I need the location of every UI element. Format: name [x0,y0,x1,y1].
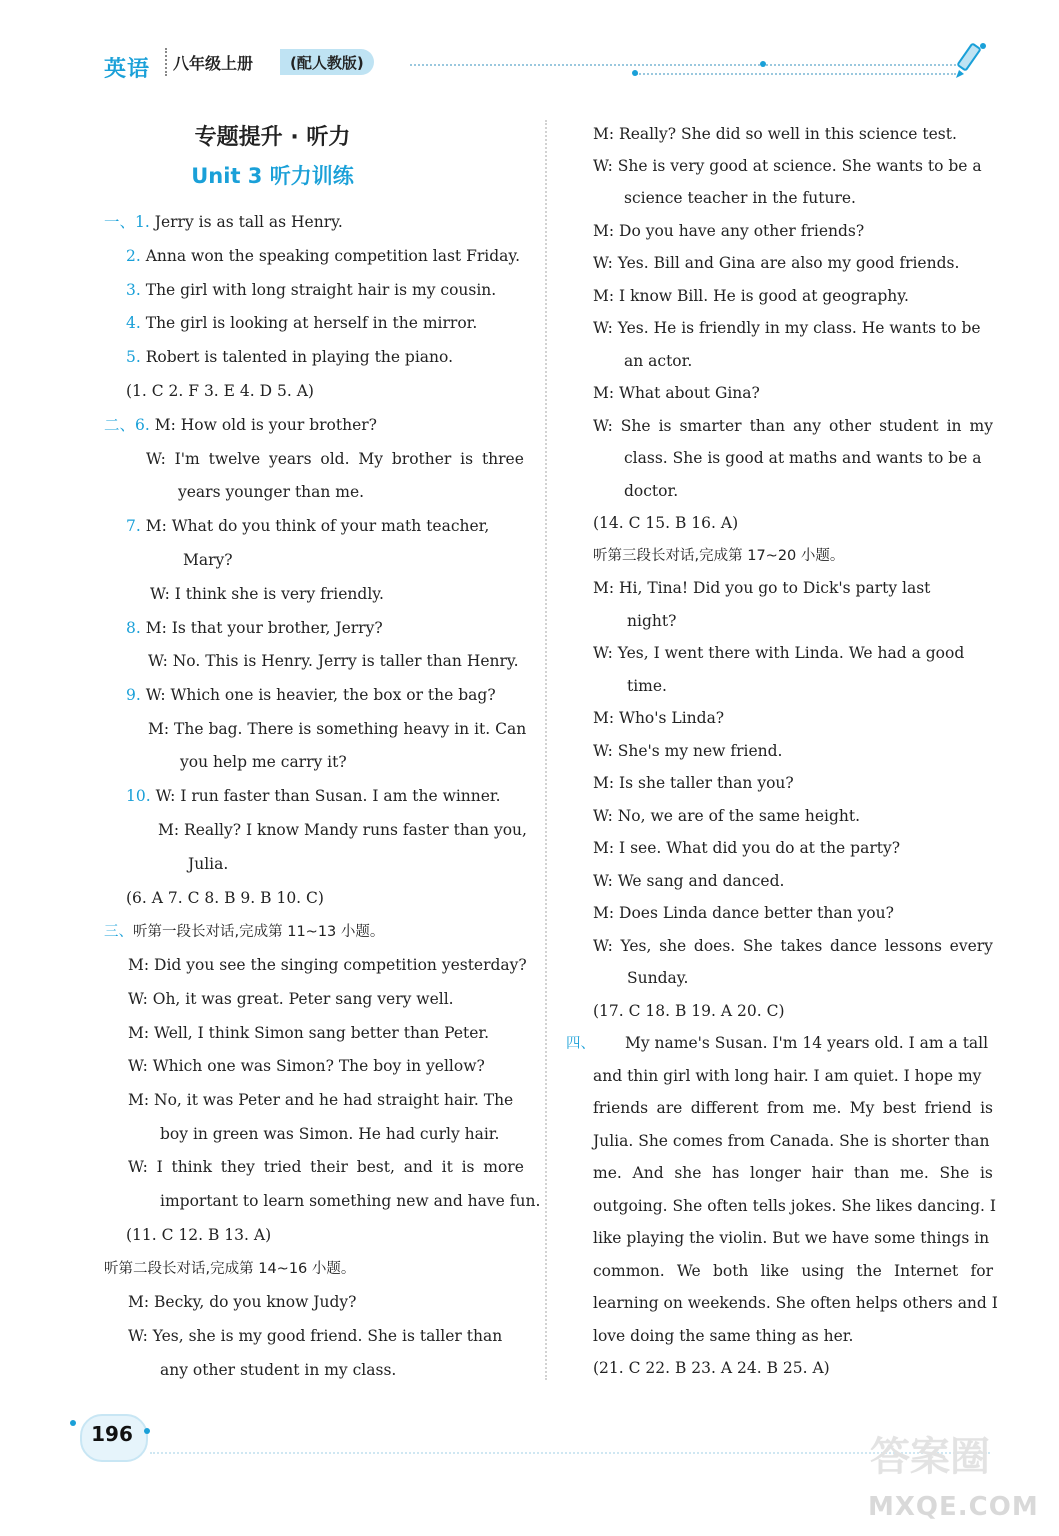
passage-line [593,1261,993,1281]
word: me. [812,1099,842,1117]
word: W: [593,417,613,435]
dialogue-line: W: Yes, I went there with Linda. We had a good [593,644,965,662]
word: smarter [679,417,742,435]
dialogue-line: W: Which one was Simon? The boy in yellow? [128,1057,485,1075]
footer-dot [144,1428,150,1434]
word: three [481,450,524,468]
section-heading: 听第三段长对话,完成第 17~20 小题。 [593,548,845,564]
word: dance [830,937,878,955]
footer-dot [70,1420,76,1426]
edition-label: (配人教版) [280,49,374,75]
dialogue-line: doctor. [624,482,679,500]
word: from [767,1099,805,1117]
word: like [760,1262,790,1280]
passage-line: learning on weekends. She often helps others and I [593,1294,998,1312]
dialogue-line: M: I see. What did you do at the party? [593,839,901,857]
header-divider-lower [636,73,956,75]
word: hair [811,1164,844,1182]
word: and [403,1158,433,1176]
dialogue-line: boy in green was Simon. He had curly hair. [160,1125,500,1143]
dialogue-line: Sunday. [627,969,689,987]
page-header [0,0,1059,100]
passage-line: love doing the same thing as her. [593,1327,854,1345]
dialogue-line: M: Really? She did so well in this science test. [593,125,957,143]
word: We [676,1262,701,1280]
word: W: [146,450,166,468]
word: does. [693,937,736,955]
dialogue-line: W: Yes, she is my good friend. She is taller than [128,1327,503,1345]
word: any [793,417,821,435]
word: different [690,1099,759,1117]
dialogue-line: years younger than me. [178,483,365,501]
word: is [979,1164,993,1182]
dialogue-line [593,936,993,956]
dialogue-line: M: The bag. There is something heavy in it. Can [148,720,527,738]
word: the [856,1262,882,1280]
passage-line [593,1163,993,1183]
word: years [269,450,312,468]
page-number: 196 [91,1422,133,1446]
word: old. [320,450,350,468]
answer-line: (1. C 2. F 3. E 4. D 5. A) [126,382,314,400]
word: My [849,1099,875,1117]
word: best, [356,1158,395,1176]
list-item: 3. The girl with long straight hair is my cousin. [126,281,497,299]
word: lessons [884,937,942,955]
dialogue-line: W: I think she is very friendly. [150,585,384,603]
word: in [946,417,962,435]
dialogue-line [146,449,524,469]
answer-line: (14. C 15. B 16. A) [593,514,739,532]
dialogue-line: night? [627,612,677,630]
list-item: 5. Robert is talented in playing the piano. [126,348,454,366]
answer-line: (6. A 7. C 8. B 9. B 10. C) [126,889,324,907]
word: their [310,1158,348,1176]
svg-text:答案圈: 答案圈 [870,1434,990,1480]
word: She [620,417,651,435]
word: common. [593,1262,665,1280]
dialogue-line: an actor. [624,352,693,370]
dialogue-line: M: What about Gina? [593,384,760,402]
list-item: 7. M: What do you think of your math teacher, [126,517,490,535]
dialogue-line: time. [627,677,667,695]
header-dot [632,70,638,76]
passage-line: Julia. She comes from Canada. She is shorter than [593,1132,990,1150]
dialogue-line: any other student in my class. [160,1361,397,1379]
word: My [358,450,384,468]
word: than [853,1164,890,1182]
dialogue-line: W: We sang and danced. [593,872,785,890]
page-subtitle: Unit 3 听力训练 [191,164,354,188]
dialogue-line: you help me carry it? [180,753,347,771]
dialogue-line: M: Well, I think Simon sang better than Peter. [128,1024,490,1042]
word: using [801,1262,845,1280]
word: takes [780,937,823,955]
dialogue-line: science teacher in the future. [624,189,856,207]
answer-line: (21. C 22. B 23. A 24. B 25. A) [593,1359,830,1377]
subject-label: 英语 [104,57,151,82]
section-heading: 三、听第一段长对话,完成第 11~13 小题。 [104,924,385,940]
watermark-text: MXQE.COM [868,1492,1039,1522]
header-dot [760,61,766,67]
grade-label: 八年级上册 [165,48,259,76]
word: think [171,1158,213,1176]
word: are [656,1099,683,1117]
dialogue-line: M: Hi, Tina! Did you go to Dick's party last [593,579,931,597]
dialogue-line [593,416,993,436]
dialogue-line: M: I know Bill. He is good at geography. [593,287,909,305]
word: it [441,1158,453,1176]
dialogue-line: Julia. [188,855,229,873]
dialogue-line: W: Yes. He is friendly in my class. He wants to be [593,319,981,337]
word: best [882,1099,917,1117]
dialogue-line: W: She's my new friend. [593,742,783,760]
dialogue-line: W: No, we are of the same height. [593,807,861,825]
word: more [483,1158,524,1176]
dialogue-line: M: Do you have any other friends? [593,222,865,240]
list-item: 二、6. M: How old is your brother? [104,416,377,434]
word: she [659,937,687,955]
word: She [742,937,773,955]
word: is [658,417,672,435]
dialogue-line: W: Oh, it was great. Peter sang very well. [128,990,454,1008]
word: has [712,1164,740,1182]
list-item: 2. Anna won the speaking competition last Friday. [126,247,520,265]
list-item: 一、1. Jerry is as tall as Henry. [104,213,343,231]
word: And [632,1164,664,1182]
dialogue-line: class. She is good at maths and wants to be a [624,449,982,467]
dialogue-line: M: Really? I know Mandy runs faster than you, [158,821,527,839]
word: every [949,937,993,955]
list-item: 9. W: Which one is heavier, the box or the bag? [126,686,496,704]
dialogue-line: W: No. This is Henry. Jerry is taller than Henry. [148,652,519,670]
word: she [674,1164,702,1182]
word: I [156,1158,163,1176]
answer-line: (11. C 12. B 13. A) [126,1226,272,1244]
pencil-icon [950,40,992,82]
passage-line: outgoing. She often tells jokes. She likes dancing. I [593,1197,997,1215]
word: than [749,417,786,435]
word: is [980,1099,993,1117]
list-item: 10. W: I run faster than Susan. I am the winner. [126,787,501,805]
word: is [461,1158,475,1176]
word: friend [924,1099,972,1117]
header-divider [410,64,960,66]
list-item: 四、 My name's Susan. I'm 14 years old. I am a tall [566,1034,989,1052]
word: Internet [893,1262,959,1280]
word: other [828,417,872,435]
dialogue-line: M: Did you see the singing competition yesterday? [128,956,527,974]
page-number-badge [74,1412,150,1462]
word: She [939,1164,970,1182]
dialogue-line: M: Who's Linda? [593,709,725,727]
list-item: 4. The girl is looking at herself in the mirror. [126,314,478,332]
word: is [460,450,474,468]
answer-line: (17. C 18. B 19. A 20. C) [593,1002,785,1020]
dialogue-line: Mary? [183,551,233,569]
dialogue-line: M: Does Linda dance better than you? [593,904,894,922]
word: for [970,1262,993,1280]
dialogue-line: important to learn something new and have fun. [160,1192,541,1210]
word: longer [750,1164,801,1182]
word: student [879,417,939,435]
dialogue-line [128,1157,524,1177]
word: Yes, [620,937,652,955]
word: twelve [208,450,261,468]
word: brother [391,450,452,468]
passage-line: like playing the violin. But we have some things in [593,1229,990,1247]
column-divider [545,120,547,1380]
dialogue-line: M: Is she taller than you? [593,774,794,792]
word: both [712,1262,749,1280]
dialogue-line: M: Becky, do you know Judy? [128,1293,357,1311]
word: W: [593,937,613,955]
passage-line: and thin girl with long hair. I am quiet. I hope my [593,1067,982,1085]
dialogue-line: W: Yes. Bill and Gina are also my good friends. [593,254,960,272]
list-item: 8. M: Is that your brother, Jerry? [126,619,383,637]
word: W: [128,1158,148,1176]
word: my [969,417,993,435]
dialogue-line: M: No, it was Peter and he had straight hair. The [128,1091,514,1109]
word: me. [899,1164,929,1182]
word: tried [263,1158,302,1176]
word: they [220,1158,255,1176]
word: me. [593,1164,622,1182]
dialogue-line: W: She is very good at science. She wants to be a [593,157,982,175]
word: I'm [174,450,200,468]
word: friends [593,1099,649,1117]
page-title: 专题提升 · 听力 [194,125,351,150]
section-heading: 听第二段长对话,完成第 14~16 小题。 [104,1261,356,1277]
passage-line [593,1098,993,1118]
